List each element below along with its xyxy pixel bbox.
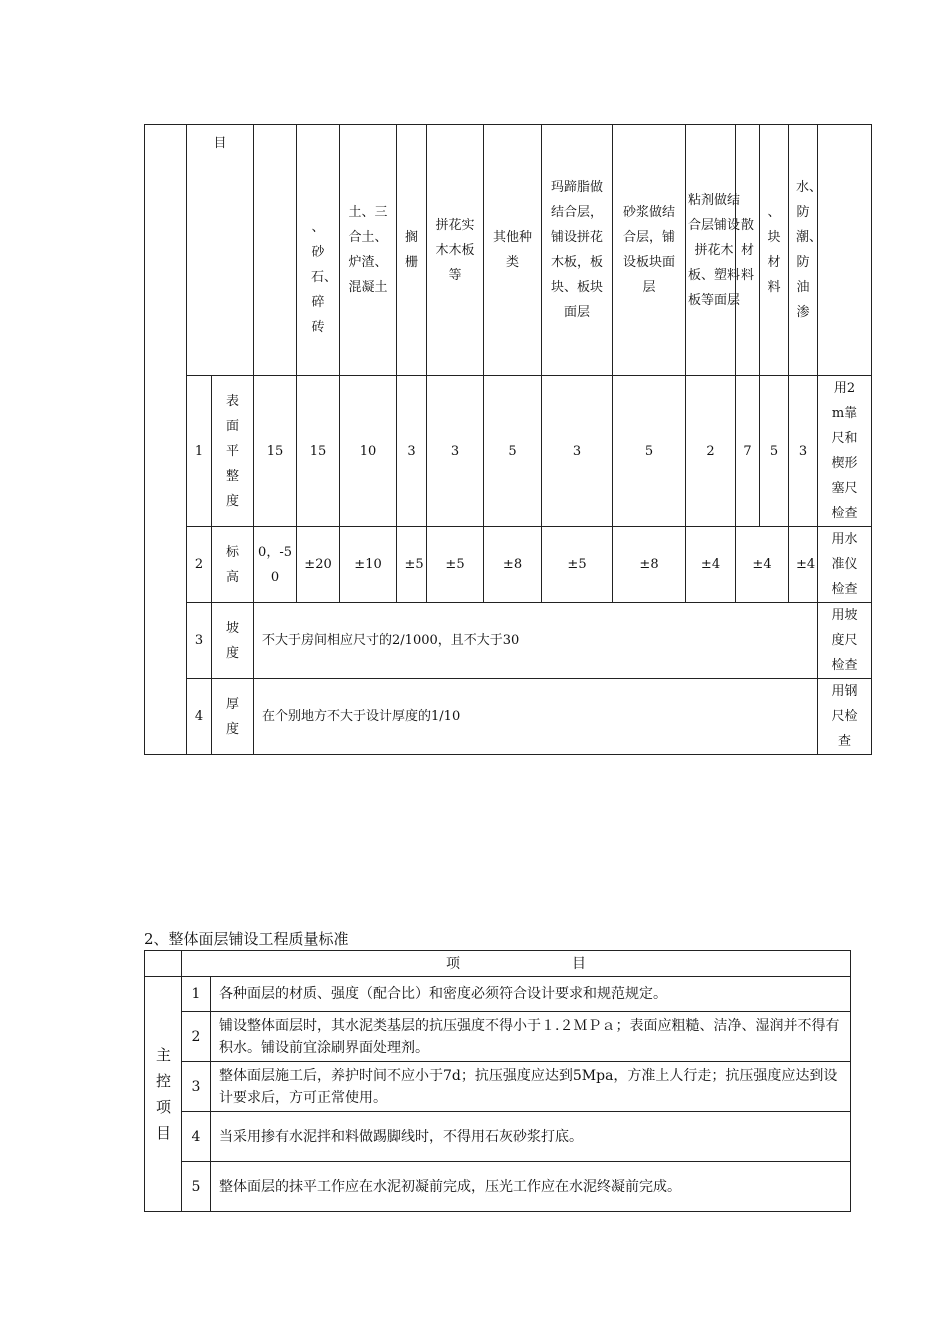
row2-no: 2: [187, 527, 212, 603]
row1-value-1: 15: [254, 376, 297, 527]
row1-value-4: 3: [397, 376, 427, 527]
row1-no: 1: [187, 376, 212, 527]
header-blank-cell: [145, 951, 182, 977]
row3-method: 用坡度尺检查: [818, 603, 872, 679]
row1-method: 用2m靠尺和楔形塞尺检查: [818, 376, 872, 527]
row-text-4: 当采用掺有水泥拌和料做踢脚线时，不得用石灰砂浆打底。: [211, 1112, 851, 1162]
row4-text: 在个别地方不大于设计厚度的1/10: [254, 679, 818, 755]
tolerance-table: [144, 124, 872, 755]
row4-method: 用钢尺检查: [818, 679, 872, 755]
header-other: 其他种类: [484, 125, 542, 376]
header-sand: 、砂石、碎砖: [297, 125, 340, 376]
row-no-5: 5: [182, 1162, 211, 1212]
row2-value-10: ±4: [736, 527, 789, 603]
header-joist: 搁栅: [397, 125, 427, 376]
row2-value-1: 0，-50: [254, 527, 297, 603]
header-blank: [254, 125, 297, 376]
row1-value-5: 3: [427, 376, 484, 527]
row-text-2: 铺设整体面层时，其水泥类基层的抗压强度不得小于１.２ＭＰａ；表面应粗糙、洁净、湿润并不得有积水。铺设前宜涂刷界面处理剂。: [211, 1012, 851, 1062]
row2-value-6: ±8: [484, 527, 542, 603]
header-block: 、块材料: [760, 125, 789, 376]
row1-value-9: 2: [686, 376, 736, 527]
row2-method: 用水准仪检查: [818, 527, 872, 603]
row2-value-3: ±10: [340, 527, 397, 603]
section-title: 2、整体面层铺设工程质量标准: [144, 930, 349, 948]
row1-value-8: 5: [613, 376, 686, 527]
group-label: 主控项目: [145, 977, 182, 1212]
row1-value-7: 3: [542, 376, 613, 527]
row-text-1: 各种面层的材质、强度（配合比）和密度必须符合设计要求和规范规定。: [211, 977, 851, 1012]
header-asphalt: 玛蹄脂做结合层，铺设拼花木板，板块、板块面层: [542, 125, 613, 376]
header-adhesive: 粘剂做结合层铺设拼花木板、塑料板等面层: [686, 125, 736, 376]
header-item-label: 项 目: [182, 951, 851, 977]
row-no-2: 2: [182, 1012, 211, 1062]
row1-value-10: 7: [736, 376, 760, 527]
header-loose: 散材料: [736, 125, 760, 376]
row4-item: 厚度: [212, 679, 254, 755]
row-no-1: 1: [182, 977, 211, 1012]
row2-value-2: ±20: [297, 527, 340, 603]
row1-item: 表面平整度: [212, 376, 254, 527]
row-text-3: 整体面层施工后，养护时间不应小于7d；抗压强度应达到5Mpa，方准上人行走；抗压强度应达到设计要求后，方可正常使用。: [211, 1062, 851, 1112]
row-text-5: 整体面层的抹平工作应在水泥初凝前完成，压光工作应在水泥终凝前完成。: [211, 1162, 851, 1212]
row-no-4: 4: [182, 1112, 211, 1162]
row3-item: 坡度: [212, 603, 254, 679]
header-mortar: 砂浆做结合层，铺设板块面层: [613, 125, 686, 376]
row4-no: 4: [187, 679, 212, 755]
header-method-blank: [818, 125, 872, 376]
row1-value-6: 5: [484, 376, 542, 527]
row1-value-2: 15: [297, 376, 340, 527]
quality-standard-table: [144, 950, 851, 1212]
row2-value-5: ±5: [427, 527, 484, 603]
row2-value-4: ±5: [397, 527, 427, 603]
row1-value-12: 3: [789, 376, 818, 527]
header-parquet: 拼花实木木板等: [427, 125, 484, 376]
left-blank-cell: [145, 125, 187, 755]
row-no-3: 3: [182, 1062, 211, 1112]
row2-value-7: ±5: [542, 527, 613, 603]
row3-no: 3: [187, 603, 212, 679]
row1-value-11: 5: [760, 376, 789, 527]
row2-value-11: ±4: [789, 527, 818, 603]
header-item: 目: [187, 125, 254, 376]
row2-value-9: ±4: [686, 527, 736, 603]
row2-value-8: ±8: [613, 527, 686, 603]
row3-text: 不大于房间相应尺寸的2/1000，且不大于30: [254, 603, 818, 679]
header-water: 水、防潮、防油渗: [789, 125, 818, 376]
row2-item: 标高: [212, 527, 254, 603]
row1-value-3: 10: [340, 376, 397, 527]
header-concrete: 土、三合土、炉渣、混凝土: [340, 125, 397, 376]
